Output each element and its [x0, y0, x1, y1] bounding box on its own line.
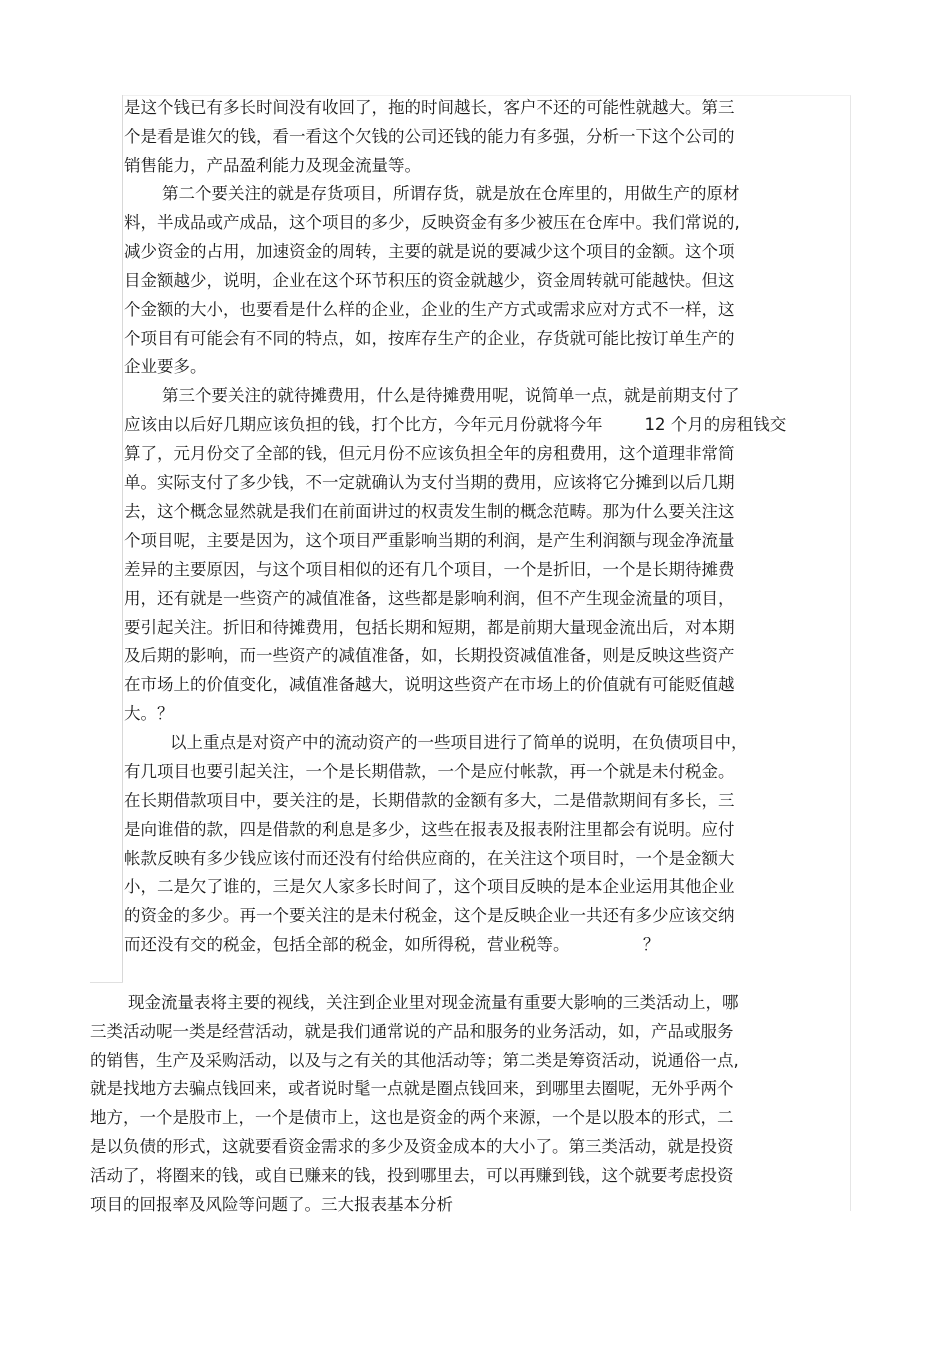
text-line: 单。实际支付了多少钱，不一定就确认为支付当期的费用，应该将它分摊到以后几期	[124, 473, 735, 492]
text-line: 在长期借款项目中，要关注的是，长期借款的金额有多大，二是借款期间有多长，三	[124, 791, 735, 810]
text-line: 大。？	[124, 704, 174, 723]
margin-tick	[90, 982, 123, 983]
text-line: 活动了，将圈来的钱，或自已赚来的钱，投到哪里去，可以再赚到钱，这个就要考虑投资	[90, 1166, 734, 1185]
text-line: 个是看是谁欠的钱，看一看这个欠钱的公司还钱的能力有多强，分析一下这个公司的	[124, 127, 735, 146]
text-line: 销售能力，产品盈利能力及现金流量等。	[124, 156, 421, 175]
text-line: 用，还有就是一些资产的减值准备，这些都是影响利润，但不产生现金流量的项目，	[124, 589, 735, 608]
text-line: 有几项目也要引起关注，一个是长期借款，一个是应付帐款，再一个就是未付税金。	[124, 762, 735, 781]
text-line: 料，半成品或产成品，这个项目的多少，反映资金有多少被压在仓库中。我们常说的,	[124, 213, 740, 232]
text-line: 以上重点是对资产中的流动资产的一些项目进行了简单的说明，在负债项目中，	[170, 733, 748, 752]
text-line: 小，二是欠了谁的，三是欠人家多长时间了，这个项目反映的是本企业运用其他企业	[124, 877, 735, 896]
text-line: 减少资金的占用，加速资金的周转，主要的就是说的要减少这个项目的金额。这个项	[124, 242, 735, 261]
text-line: 个项目呢，主要是因为，这个项目严重影响当期的利润，是产生利润额与现金净流量	[124, 531, 735, 550]
text-line: 是以负债的形式，这就要看资金需求的多少及资金成本的大小了。第三类活动，就是投资	[90, 1137, 734, 1156]
text-line: 第二个要关注的就是存货项目，所谓存货，就是放在仓库里的，用做生产的原材	[162, 184, 740, 203]
text-line: 要引起关注。折旧和待摊费用，包括长期和短期，都是前期大量现金流出后，对本期	[124, 618, 735, 637]
text-line: 现金流量表将主要的视线，关注到企业里对现金流量有重要大影响的三类活动上，哪	[128, 993, 739, 1012]
text-line: 及后期的影响，而一些资产的减值准备，如，长期投资减值准备，则是反映这些资产	[124, 646, 735, 665]
text-line: 去，这个概念显然就是我们在前面讲过的权责发生制的概念范畴。那为什么要关注这	[124, 502, 735, 521]
text-line: 的资金的多少。再一个要关注的是未付税金，这个是反映企业一共还有多少应该交纳	[124, 906, 735, 925]
text-line: 应该由以后好几期应该负担的钱，打个比方，今年元月份就将今年 12 个月的房租钱交	[124, 415, 787, 434]
text-line: 是向谁借的款，四是借款的利息是多少，这些在报表及报表附注里都会有说明。应付	[124, 820, 735, 839]
text-line: 第三个要关注的就待摊费用，什么是待摊费用呢，说简单一点，就是前期支付了	[162, 386, 740, 405]
text-line: 个金额的大小，也要看是什么样的企业，企业的生产方式或需求应对方式不一样，这	[124, 300, 735, 319]
text-line: 目金额越少，说明，企业在这个环节积压的资金就越少，资金周转就可能越快。但这	[124, 271, 735, 290]
left-margin-rule	[122, 95, 123, 982]
text-line: 就是找地方去骗点钱回来，或者说时髦一点就是圈点钱回来，到哪里去圈呢，无外乎两个	[90, 1079, 734, 1098]
text-line: 而还没有交的税金，包括全部的税金，如所得税，营业税等。 ？	[124, 935, 660, 954]
text-line: 三类活动呢一类是经营活动，就是我们通常说的产品和服务的业务活动，如，产品或服务	[90, 1022, 734, 1041]
text-line: 项目的回报率及风险等问题了。三大报表基本分析	[90, 1195, 453, 1214]
text-line: 差异的主要原因，与这个项目相似的还有几个项目，一个是折旧，一个是长期待摊费	[124, 560, 735, 579]
text-line: 的销售，生产及采购活动，以及与之有关的其他活动等；第二类是筹资活动，说通俗一点,	[90, 1051, 739, 1070]
text-line: 算了，元月份交了全部的钱，但元月份不应该负担全年的房租费用，这个道理非常简	[124, 444, 735, 463]
text-line: 地方，一个是股市上，一个是债市上，这也是资金的两个来源，一个是以股本的形式，二	[90, 1108, 734, 1127]
text-line: 企业要多。	[124, 357, 207, 376]
text-line: 是这个钱已有多长时间没有收回了，拖的时间越长，客户不还的可能性就越大。第三	[124, 98, 735, 117]
text-line: 帐款反映有多少钱应该付而还没有付给供应商的，在关注这个项目时，一个是金额大	[124, 849, 735, 868]
text-line: 个项目有可能会有不同的特点，如，按库存生产的企业，存货就可能比按订单生产的	[124, 329, 735, 348]
text-line: 在市场上的价值变化，减值准备越大，说明这些资产在市场上的价值就有可能贬值越	[124, 675, 735, 694]
